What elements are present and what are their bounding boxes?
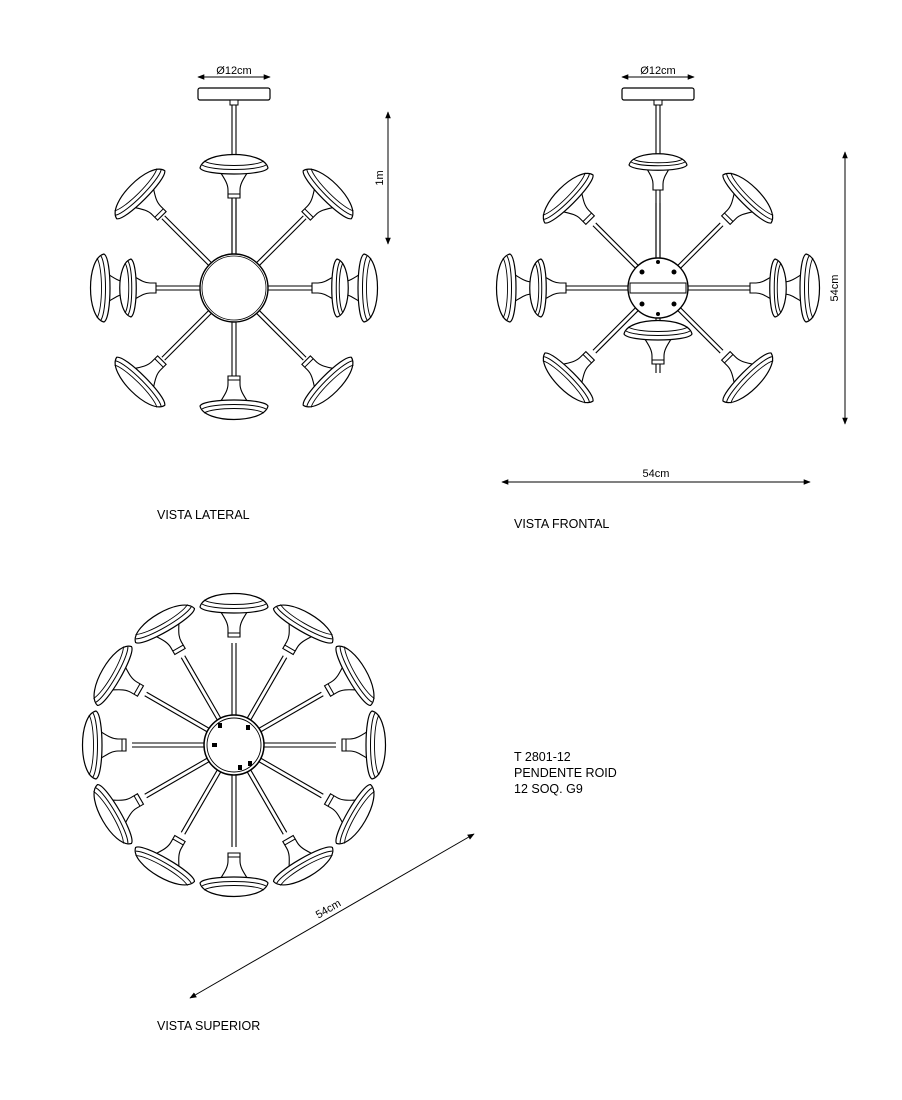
lateral-view [91,65,389,522]
frontal-height-label: 54cm [829,274,841,302]
top-view [83,594,475,1034]
product-name: PENDENTE ROID [514,766,617,780]
frontal-width-label: 54cm [642,468,670,480]
frontal-view [497,65,846,531]
lateral-height-label: 1m [374,170,386,186]
top-view-label: VISTA SUPERIOR [157,1019,261,1033]
lateral-view-label: VISTA LATERAL [157,508,250,522]
frontal-view-label: VISTA FRONTAL [514,517,610,531]
product-spec [514,750,617,796]
canopy [622,88,694,100]
frontal-diameter-label: Ø12cm [640,65,676,77]
frontal-lamps [497,154,820,411]
top-width-label: 54cm [313,897,344,922]
canopy [198,88,270,100]
lateral-diameter-label: Ø12cm [216,65,252,77]
product-code: T 2801-12 [514,750,571,764]
lateral-lamps [91,155,378,420]
product-sockets: 12 SOQ. G9 [514,782,583,796]
